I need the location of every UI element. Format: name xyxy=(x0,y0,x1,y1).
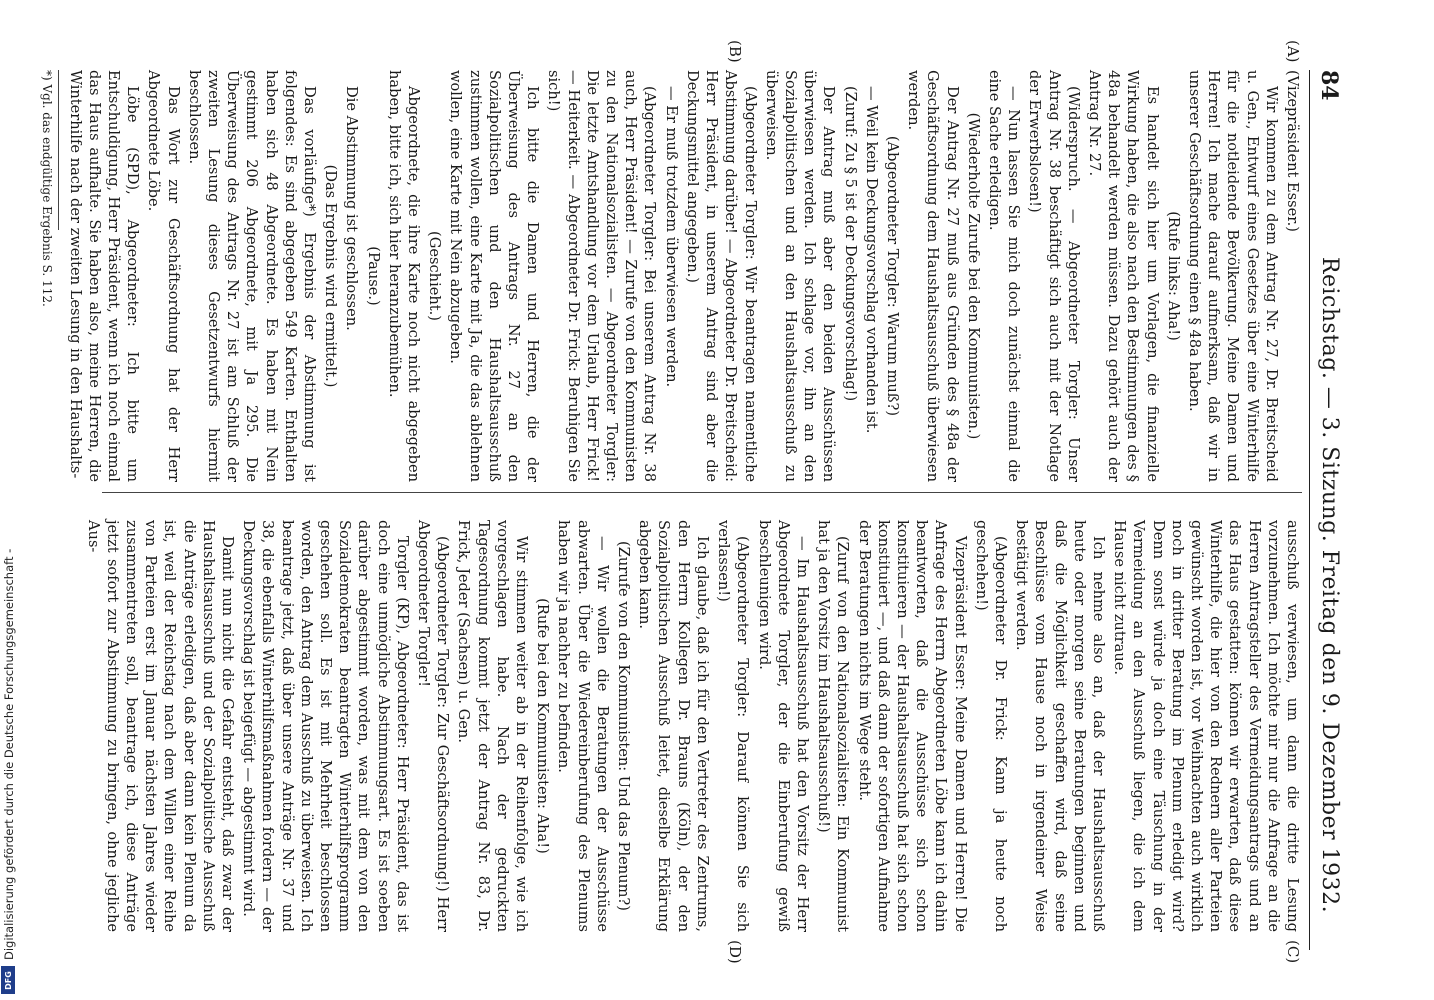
paragraph: (Wiederholte Zurufe bei den Kommunisten.) xyxy=(964,112,982,440)
paragraph: (Rufe links: Aha!) xyxy=(1164,211,1182,341)
right-column xyxy=(81,520,1302,932)
paragraph: Das vorläufige*) Ergebnis der Abstimmung ist folgendes: Es sind abgegeben 549 Karten. Enthalten haben sich 48 Abgeordnete. Es haben mit Nein gestimmt 206 Abgeordnete, mit Ja 295. Die Überweisung des Antrags Nr. 27 ist am Schluß der zweiten Lesung dieses Gesetzentwurfs hiermit beschlossen. xyxy=(185,70,319,482)
dfg-side-note xyxy=(0,0,18,1000)
funding-note: Digitalisierung gefördert durch die Deutsche Forschungsgemeinschaft - xyxy=(2,548,16,960)
paragraph: Wir kommen zu dem Antrag Nr. 27, Dr. Breitscheid u. Gen., Entwurf eines Gesetzes über eine Winterhilfe für die notleidende Bevölkerung. Meine Damen und Herren! Ich mache darauf aufmerksam, daß wir in unserer Geschäftsordnung einen § 48a haben. xyxy=(1185,70,1280,482)
paragraph: — Weil kein Deckungsvorschlag vorhanden ist. xyxy=(862,86,880,434)
paragraph: Die Abstimmung ist geschlossen. xyxy=(343,86,361,331)
margin-letter-a: (A) xyxy=(1284,40,1302,63)
paragraph: (Abgeordneter Torgler: Zur Geschäftsordnung!) Herr Abgeordneter Torgler! xyxy=(415,520,452,932)
margin-letter-b: (B) xyxy=(726,40,744,63)
paragraph: (Pause.) xyxy=(364,246,382,306)
running-title: Reichstag. — 3. Sitzung. Freitag den 9. Dezember 1932. xyxy=(1317,256,1342,914)
paragraph: (Abgeordneter Dr. Frick: Kann ja heute noch geschehen!) xyxy=(972,520,1009,932)
paragraph: Vizepräsident Esser: Meine Damen und Herren! Die Anfrage des Herrn Abgeordneten Löbe kann ich dahin beantworten, daß die Ausschüsse sich schon konstituieren — der Haushaltsausschuß hat sich schon konstituiert —, und daß dann der sofortigen Aufnahme der Beratungen nichts im Wege steht. xyxy=(855,520,969,932)
running-header xyxy=(1309,70,1344,950)
paragraph: Der Antrag muß aber den beiden Ausschüssen überwiesen werden. Ich schlage vor, ihn an den Sozialpolitischen und an den Haushaltsausschuß zu überweisen. xyxy=(762,70,838,482)
paragraph: Das Wort zur Geschäftsordnung hat der Herr Abgeordnete Löbe. xyxy=(145,70,182,482)
dfg-logo xyxy=(1,966,15,994)
paragraph: (Das Ergebnis wird ermittelt.) xyxy=(322,164,340,388)
paragraph: Abgeordnete, die ihre Karte noch nicht abgegeben haben, bitte ich, sich hier heranzubemühen. xyxy=(385,70,423,482)
margin-letter-c: (C) xyxy=(1284,940,1302,964)
paragraph: (Widerspruch. — Abgeordneter Torgler: Unser Antrag Nr. 38 beschäftigt sich auch mit der Notlage der Erwerbslosen!) xyxy=(1026,70,1082,482)
column-divider xyxy=(102,492,1302,493)
footnote: *) Vgl. das endgültige Ergebnis S. 112. xyxy=(39,70,59,230)
paragraph: Ich bitte die Damen und Herren, die der Überweisung des Antrags Nr. 27 an den Sozialpolitischen und den Haushaltsausschuß zustimmen wollen, eine Karte mit Ja, die das ablehnen wollen, eine Karte mit Nein abzugeben. xyxy=(447,70,542,482)
paragraph: (Abgeordneter Torgler: Warum muß?) xyxy=(883,135,901,417)
paragraph: (Rufe bei den Kommunisten: Aha!) xyxy=(534,598,552,854)
paragraph: (Abgeordneter Torgler: Darauf können Sie sich verlassen!) xyxy=(715,520,752,932)
left-column xyxy=(39,70,1302,482)
paragraph: (Zuruf von den Nationalsozialisten: Ein Kommunist hat ja den Vorsitz im Haushaltsausschuß!) xyxy=(815,520,852,932)
paragraph: (Vizepräsident Esser.) xyxy=(1284,70,1301,232)
paragraph: Ich glaube, daß ich für den Vertreter des Zentrums, den Herrn Kollegen Dr. Brauns (Köln), der den Sozialpolitischen Ausschuß leitet, dieselbe Erklärung abgeben kann. xyxy=(636,520,711,932)
paragraph: — Im Haushaltsausschuß hat den Vorsitz der Herr Abgeordnete Torgler, der die Einberufung gewiß beschleunigen wird. xyxy=(755,520,811,932)
paragraph: (Abgeordneter Torgler: Bei unserem Antrag Nr. 38 auch, Herr Präsident! — Zurufe von den Kommunisten zu den Nationalsozialisten. — Abgeordneter Torgler: Die letzte Amtshandlung vor dem Urlaub, Herr Frick! — Heiterkeit. — Abgeordneter Dr. Frick: Beruhigen Sie sich!) xyxy=(545,70,659,482)
paragraph: (Abgeordneter Torgler: Wir beantragen namentliche Abstimmung darüber! — Abgeordneter Dr. Breitscheid: Herr Präsident, in unserem Antrag sind aber die Deckungsmittel angegeben.) xyxy=(683,70,759,482)
paragraph: Löbe (SPD), Abgeordneter: Ich bitte um Entschuldigung, Herr Präsident, wenn ich noch einmal das Haus aufhalte. Sie haben also, meine Herren, die Winterhilfe nach der zweiten Lesung in den Haushalts- xyxy=(66,70,142,482)
paragraph: (Zuruf: Zu § 5 ist der Deckungsvorschlag!) xyxy=(841,86,859,402)
paragraph: Der Antrag Nr. 27 muß aus Gründen des § 48a der Geschäftsordnung dem Haushaltsausschuß überwiesen werden. xyxy=(905,70,961,482)
page-number: 84 xyxy=(1316,70,1342,101)
paragraph: Es handelt sich hier um Vorlagen, die finanzielle Wirkung haben, die also nach den Bestimmungen des § 48a behandelt werden müssen. Dazu gehört auch der Antrag Nr. 27. xyxy=(1085,70,1161,482)
paragraph: Damit nun nicht die Gefahr entsteht, daß zwar der Haushaltsausschuß und der Sozialpolitische Ausschuß die Anträge erledigen, daß aber dann kein Plenum da ist, weil der Reichstag nach dem Willen einer Reihe von Parteien erst im Januar nächsten Jahres wieder zusammentreten soll, beantrage ich, diese Anträge jetzt sofort zur Abstimmung zu bringen, ohne jegliche Aus- xyxy=(84,520,237,932)
paragraph: (Zurufe von den Kommunisten: Und das Plenum?) xyxy=(615,541,633,911)
margin-letter-d: (D) xyxy=(726,940,744,964)
paragraph: Wir stimmen weiter ab in der Reihenfolge, wie ich vorgeschlagen habe. Nach der gedruckten Tagesordnung kommt jetzt der Antrag Nr. 83, Dr. Frick, Jeder (Sachsen) u. Gen. xyxy=(455,520,531,932)
paragraph: — Nun lassen Sie mich doch zunächst einmal die eine Sache erledigen. xyxy=(985,70,1023,482)
paragraph: — Er muß trotzdem überwiesen werden. xyxy=(662,86,680,388)
paragraph: — Wir wollen die Beratungen der Ausschüsse abwarten. Über die Wiedereinberufung des Plenums haben wir ja nachher zu befinden. xyxy=(555,520,611,932)
paragraph: ausschuß verwiesen, um dann die dritte Lesung vorzunehmen. Ich möchte mir nur die Anfrage an die Herren Antragsteller des Vermeidungsantrags und an das Haus gestatten: können wir erwarten, daß diese Winterhilfe, die hier von den Rednern aller Parteien gewünscht worden ist, vor Weihnachten auch wirklich noch in dritter Beratung im Plenum erledigt wird? Denn sonst würde ja doch eine Täuschung in der Vermeidung an den Ausschuß liegen, die ich dem Hause nicht zutraue. xyxy=(1111,520,1301,932)
dfg-logo-text: DFG xyxy=(3,970,13,990)
paragraph: (Geschieht.) xyxy=(426,231,444,321)
paragraph: Torgler (KP), Abgeordneter: Herr Präsident, das ist doch eine unmögliche Abstimmungsart. Es ist soeben darüber abgestimmt worden, was mit dem von den Sozialdemokraten beantragten Winterhilfsprogramm geschehen soll. Es ist mit Mehrheit beschlossen worden, den Antrag dem Ausschuß zu überweisen. Ich beantrage jetzt, daß über unsere Anträge Nr. 37 und 38, die ebenfalls Winterhilfsmaßnahmen fordern — der Deckungsvorschlag ist beigefügt — abgestimmt wird. xyxy=(240,520,411,932)
paragraph: Ich nehme also an, daß der Haushaltsausschuß heute oder morgen seine Beratungen beginnen und daß die Möglichkeit geschaffen wird, daß seine Beschlüsse vom Hause noch in irgendeiner Weise bestätigt werden. xyxy=(1013,520,1107,932)
